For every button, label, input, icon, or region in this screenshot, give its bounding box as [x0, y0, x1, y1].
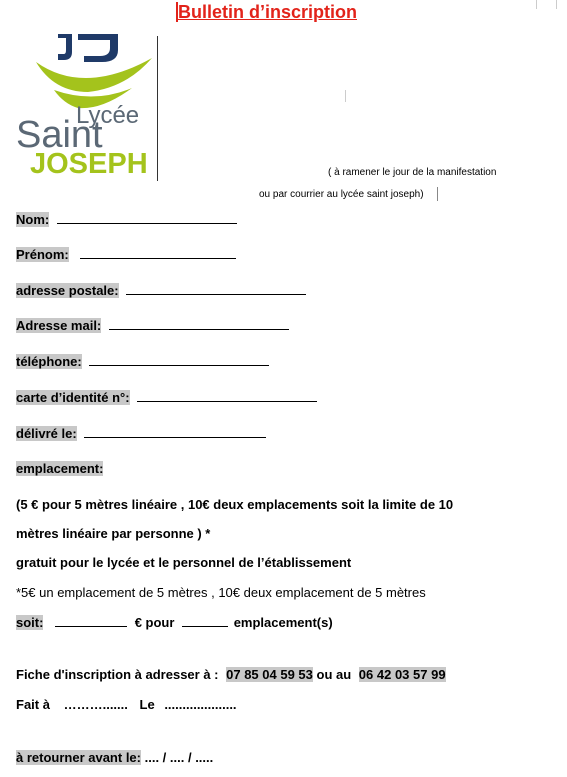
field-telephone-label: téléphone: [16, 354, 82, 369]
fait-le-dots[interactable]: .................... [164, 697, 237, 712]
field-carte-identite-label: carte d’identité n°: [16, 390, 130, 405]
text-cursor-mark-2 [437, 187, 438, 201]
field-telephone [16, 353, 269, 369]
field-adresse-mail [16, 317, 289, 333]
fiche-row [16, 667, 446, 682]
soit-row [16, 614, 333, 630]
soit-euro-pour: € pour [134, 615, 175, 630]
field-telephone-line[interactable] [89, 353, 269, 366]
logo-lycee-text: Lycée [76, 102, 140, 129]
soit-label: soit: [16, 615, 44, 630]
retour-label: à retourner avant le: [16, 750, 141, 765]
retour-date[interactable]: .... / .... / ..... [144, 750, 214, 765]
field-adresse-mail-label: Adresse mail: [16, 318, 102, 333]
soit-count-line[interactable] [182, 614, 228, 627]
corner-mark-left [536, 0, 546, 9]
logo-joseph-text: JOSEPH [30, 148, 148, 180]
field-prenom-label: Prénom: [16, 247, 69, 262]
fait-a-label: Fait à [16, 697, 50, 712]
fiche-ou-au: ou au [316, 667, 352, 682]
retour-row [16, 750, 213, 765]
fait-a-dots[interactable]: ………....... [63, 697, 128, 712]
gratuit-text: gratuit pour le lycée et le personnel de l’établissement [16, 555, 352, 570]
page-title: Bulletin d’inscription [178, 2, 357, 22]
field-carte-identite [16, 389, 317, 405]
field-emplacement [16, 461, 103, 476]
tarif-line-2: mètres linéaire par personne ) * [16, 526, 211, 541]
tarif-line-1: (5 € pour 5 mètres linéaire , 10€ deux emplacements soit la limite de 10 [16, 497, 454, 512]
field-nom [16, 211, 237, 227]
fait-row [16, 697, 237, 712]
field-delivre-le [16, 425, 266, 441]
logo-saint-text: Saint [16, 114, 103, 156]
field-nom-line[interactable] [57, 211, 237, 224]
field-adresse-mail-line[interactable] [109, 317, 289, 330]
field-adresse-postale [16, 282, 306, 298]
fiche-phone-1: 07 85 04 59 53 [226, 667, 313, 682]
field-adresse-postale-label: adresse postale: [16, 283, 119, 298]
fiche-label: Fiche d'inscription à adresser à : [16, 667, 219, 682]
school-logo [14, 30, 174, 185]
logo-divider [157, 36, 158, 181]
field-carte-identite-line[interactable] [137, 389, 317, 402]
asterisk-note: *5€ un emplacement de 5 mètres , 10€ deux emplacement de 5 mètres [16, 585, 426, 600]
note-line-1: ( à ramener le jour de la manifestation [328, 167, 497, 178]
text-cursor-mark [345, 90, 346, 102]
field-emplacement-label: emplacement: [16, 461, 104, 476]
field-prenom [16, 246, 236, 262]
corner-mark-right [556, 0, 566, 9]
fait-le-label: Le [139, 697, 155, 712]
field-delivre-le-line[interactable] [84, 425, 266, 438]
fiche-phone-2: 06 42 03 57 99 [358, 667, 446, 682]
field-prenom-line[interactable] [80, 246, 236, 259]
field-adresse-postale-line[interactable] [126, 282, 306, 295]
soit-amount-line[interactable] [55, 614, 127, 627]
field-nom-label: Nom: [16, 212, 50, 227]
note-line-2: ou par courrier au lycée saint joseph) [259, 189, 424, 200]
soit-emplacements: emplacement(s) [233, 615, 333, 630]
field-delivre-le-label: délivré le: [16, 426, 77, 441]
